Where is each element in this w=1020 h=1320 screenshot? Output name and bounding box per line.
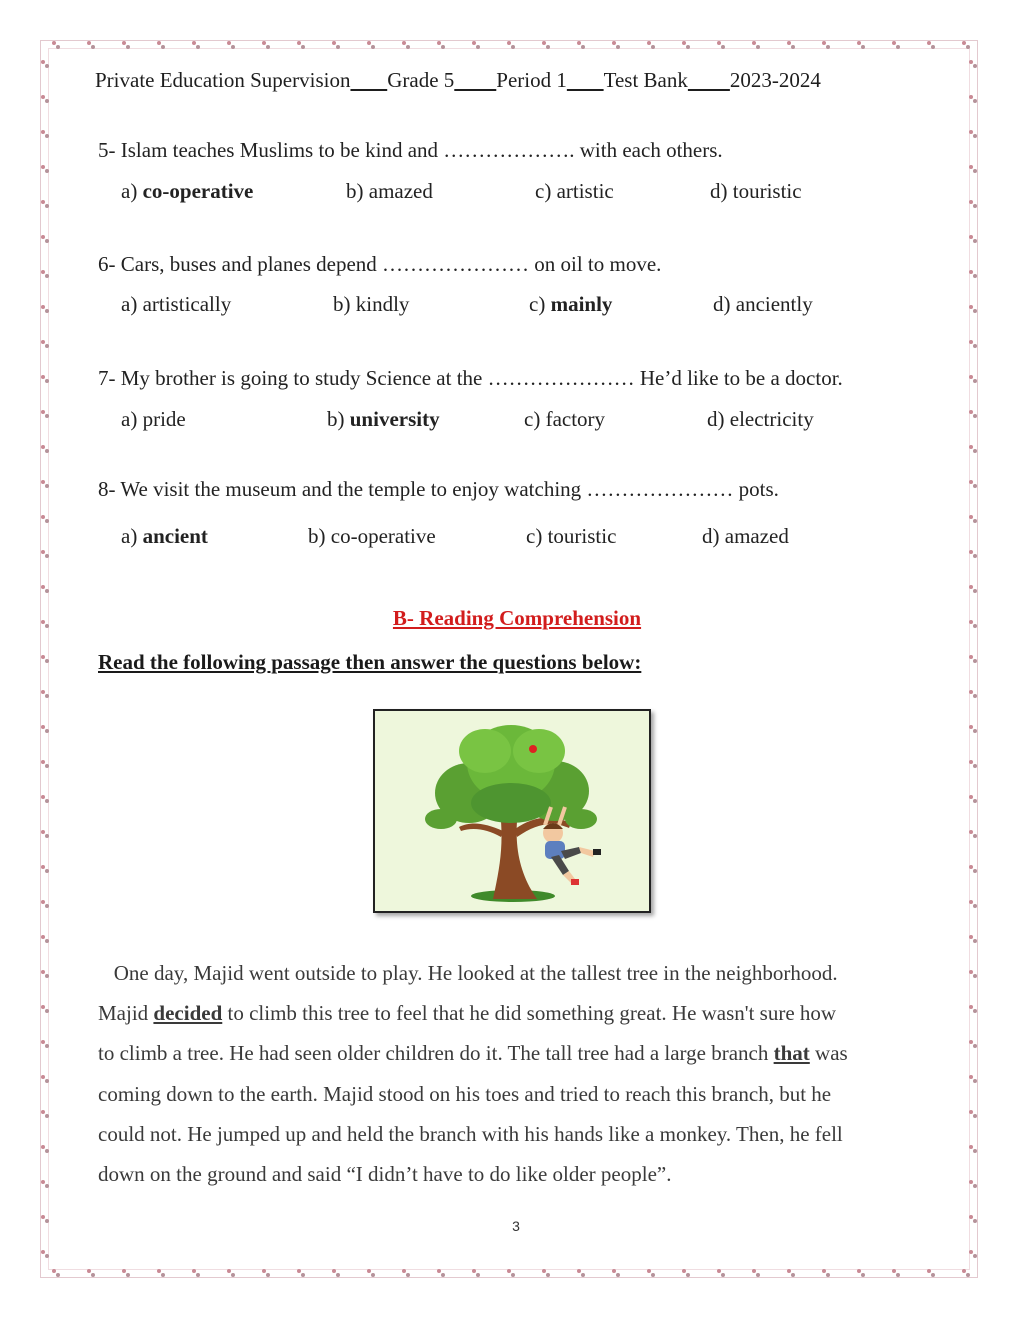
border-ornament-icon xyxy=(969,935,977,943)
option-text: amazed xyxy=(724,524,789,548)
border-ornament-icon xyxy=(41,1075,49,1083)
passage-text: to climb a tree. He had seen older children do it. The tall tree had a large branch xyxy=(98,1041,774,1066)
option-text-correct: co-operative xyxy=(142,179,254,203)
border-ornament-icon xyxy=(437,41,445,49)
border-ornament-icon xyxy=(367,41,375,49)
border-ornament-icon xyxy=(41,865,49,873)
passage-line xyxy=(98,953,934,993)
border-ornament-icon xyxy=(682,1269,690,1277)
option-letter: d) xyxy=(713,292,736,316)
option-text: anciently xyxy=(735,292,813,316)
border-ornament-icon xyxy=(41,1040,49,1048)
border-ornament-icon xyxy=(41,830,49,838)
header-type: Test Bank xyxy=(603,68,688,92)
border-ornament-icon xyxy=(969,445,977,453)
border-ornament-icon xyxy=(437,1269,445,1277)
option-text: artistically xyxy=(142,292,232,316)
option-letter: c) xyxy=(535,179,557,203)
border-ornament-icon xyxy=(41,515,49,523)
option-b[interactable] xyxy=(327,407,440,432)
option-letter: b) xyxy=(346,179,369,203)
border-ornament-icon xyxy=(969,865,977,873)
border-ornament-icon xyxy=(87,41,95,49)
option-c[interactable] xyxy=(529,292,612,317)
border-ornament-icon xyxy=(969,1145,977,1153)
option-b[interactable] xyxy=(308,524,436,549)
leaves-icon xyxy=(471,783,551,823)
option-text: touristic xyxy=(547,524,617,548)
border-ornament-icon xyxy=(577,1269,585,1277)
border-ornament-icon xyxy=(157,41,165,49)
option-text: factory xyxy=(545,407,606,431)
option-c[interactable] xyxy=(535,179,614,204)
border-ornament-icon xyxy=(612,41,620,49)
border-ornament-icon xyxy=(822,1269,830,1277)
option-letter: a) xyxy=(121,524,143,548)
option-a[interactable] xyxy=(121,407,186,432)
option-letter: a) xyxy=(121,292,143,316)
header-organization: Private Education Supervision xyxy=(95,68,351,92)
option-d[interactable] xyxy=(702,524,789,549)
border-ornament-icon xyxy=(41,550,49,558)
option-text-correct: university xyxy=(349,407,440,431)
border-ornament-icon xyxy=(41,1180,49,1188)
option-a[interactable] xyxy=(121,524,208,549)
option-text: electricity xyxy=(729,407,814,431)
option-letter: b) xyxy=(333,292,356,316)
border-ornament-icon xyxy=(612,1269,620,1277)
border-ornament-icon xyxy=(752,41,760,49)
border-ornament-icon xyxy=(969,375,977,383)
option-b[interactable] xyxy=(333,292,409,317)
border-ornament-icon xyxy=(41,270,49,278)
border-ornament-icon xyxy=(41,445,49,453)
border-ornament-icon xyxy=(969,690,977,698)
option-letter: b) xyxy=(308,524,331,548)
option-text: kindly xyxy=(355,292,410,316)
question-7: 7- My brother is going to study Science at the ………………… He’d like to be a doctor. xyxy=(98,366,843,390)
border-ornament-icon xyxy=(41,305,49,313)
border-ornament-icon xyxy=(41,760,49,768)
instructions: Read the following passage then answer the questions below: xyxy=(98,650,642,674)
border-ornament-icon xyxy=(969,200,977,208)
option-text: pride xyxy=(142,407,186,431)
passage-text: to climb this tree to feel that he did something great. He wasn't sure how xyxy=(222,1001,837,1026)
border-ornament-icon xyxy=(969,60,977,68)
border-ornament-icon xyxy=(969,1180,977,1188)
option-d[interactable] xyxy=(713,292,813,317)
border-ornament-icon xyxy=(969,970,977,978)
border-ornament-icon xyxy=(41,165,49,173)
passage-text: was xyxy=(809,1041,848,1066)
border-ornament-icon xyxy=(41,375,49,383)
border-ornament-icon xyxy=(41,1005,49,1013)
border-ornament-icon xyxy=(962,41,970,49)
border-ornament-icon xyxy=(969,1040,977,1048)
border-ornament-icon xyxy=(41,970,49,978)
tree-illustration-svg xyxy=(375,711,649,911)
border-ornament-icon xyxy=(227,41,235,49)
option-text: amazed xyxy=(368,179,433,203)
option-letter: c) xyxy=(529,292,551,316)
border-ornament-icon xyxy=(892,41,900,49)
leaves-icon xyxy=(459,729,511,773)
passage-line: coming down to the earth. Majid stood on his toes and tried to reach this branch, but he xyxy=(98,1081,832,1106)
left-branch-icon xyxy=(459,824,503,837)
border-ornament-icon xyxy=(969,585,977,593)
border-ornament-icon xyxy=(857,41,865,49)
header-grade: Grade 5 xyxy=(387,68,455,92)
border-ornament-icon xyxy=(41,690,49,698)
bird-icon xyxy=(529,745,537,753)
option-a[interactable] xyxy=(121,179,253,204)
keyword-that: that xyxy=(773,1041,810,1066)
border-ornament-icon xyxy=(962,1269,970,1277)
leaves-icon xyxy=(565,809,597,829)
keyword-decided: decided xyxy=(153,1001,223,1026)
option-letter: c) xyxy=(526,524,548,548)
border-ornament-icon xyxy=(892,1269,900,1277)
border-ornament-icon xyxy=(542,1269,550,1277)
option-letter: b) xyxy=(327,407,350,431)
border-ornament-icon xyxy=(927,41,935,49)
option-letter: a) xyxy=(121,407,143,431)
question-5: 5- Islam teaches Muslims to be kind and ………………. with each others. xyxy=(98,138,723,162)
border-ornament-icon xyxy=(647,41,655,49)
question-6: 6- Cars, buses and planes depend ………………… on oil to move. xyxy=(98,252,662,276)
border-ornament-icon xyxy=(52,41,60,49)
option-a[interactable] xyxy=(121,292,231,317)
border-ornament-icon xyxy=(41,1110,49,1118)
border-ornament-icon xyxy=(969,550,977,558)
question-6-options xyxy=(121,292,881,322)
tree-with-boy-illustration xyxy=(373,709,651,913)
border-ornament-icon xyxy=(969,1075,977,1083)
border-ornament-icon xyxy=(969,305,977,313)
border-ornament-icon xyxy=(969,95,977,103)
border-ornament-icon xyxy=(969,270,977,278)
border-ornament-icon xyxy=(41,655,49,663)
passage-line xyxy=(98,1033,934,1073)
border-ornament-icon xyxy=(41,235,49,243)
border-ornament-icon xyxy=(402,1269,410,1277)
border-ornament-icon xyxy=(402,41,410,49)
option-d[interactable] xyxy=(707,407,814,432)
option-c[interactable] xyxy=(524,407,605,432)
border-ornament-icon xyxy=(969,340,977,348)
border-ornament-icon xyxy=(41,480,49,488)
border-ornament-icon xyxy=(41,130,49,138)
border-ornament-icon xyxy=(717,1269,725,1277)
border-ornament-icon xyxy=(41,900,49,908)
border-ornament-icon xyxy=(332,1269,340,1277)
border-ornament-icon xyxy=(87,1269,95,1277)
border-ornament-icon xyxy=(157,1269,165,1277)
border-ornament-icon xyxy=(752,1269,760,1277)
border-ornament-icon xyxy=(969,655,977,663)
passage-line: down on the ground and said “I didn’t have to do like older people”. xyxy=(98,1162,672,1187)
passage-line: could not. He jumped up and held the branch with his hands like a monkey. Then, he fell xyxy=(98,1121,843,1146)
header-period: Period 1 xyxy=(496,68,567,92)
section-title: B- Reading Comprehension xyxy=(392,606,642,630)
border-ornament-icon xyxy=(41,1250,49,1258)
border-ornament-icon xyxy=(227,1269,235,1277)
question-5-options xyxy=(121,179,881,209)
option-b[interactable] xyxy=(346,179,433,204)
option-letter: d) xyxy=(710,179,733,203)
passage-text: One day, Majid went outside to play. He looked at the tallest tree in the neighborhood. xyxy=(113,961,838,985)
option-c[interactable] xyxy=(526,524,616,549)
border-ornament-icon xyxy=(52,1269,60,1277)
option-text-correct: ancient xyxy=(142,524,208,548)
border-ornament-icon xyxy=(969,1110,977,1118)
border-ornament-icon xyxy=(262,1269,270,1277)
border-ornament-icon xyxy=(969,830,977,838)
border-ornament-icon xyxy=(969,1250,977,1258)
option-text: touristic xyxy=(732,179,802,203)
option-letter: d) xyxy=(707,407,730,431)
border-ornament-icon xyxy=(472,1269,480,1277)
border-ornament-icon xyxy=(332,41,340,49)
border-ornament-icon xyxy=(472,41,480,49)
border-ornament-icon xyxy=(262,41,270,49)
option-letter: c) xyxy=(524,407,546,431)
page-header xyxy=(95,68,821,93)
border-ornament-icon xyxy=(682,41,690,49)
border-ornament-icon xyxy=(969,725,977,733)
border-ornament-icon xyxy=(122,41,130,49)
border-ornament-icon xyxy=(969,795,977,803)
border-ornament-icon xyxy=(822,41,830,49)
border-ornament-icon xyxy=(41,585,49,593)
border-ornament-icon xyxy=(969,130,977,138)
border-ornament-icon xyxy=(969,480,977,488)
border-ornament-icon xyxy=(367,1269,375,1277)
border-ornament-icon xyxy=(41,725,49,733)
border-ornament-icon xyxy=(192,41,200,49)
border-ornament-icon xyxy=(41,1145,49,1153)
option-letter: a) xyxy=(121,179,143,203)
border-ornament-icon xyxy=(192,1269,200,1277)
header-year: 2023-2024 xyxy=(729,68,821,92)
border-ornament-icon xyxy=(787,1269,795,1277)
border-ornament-icon xyxy=(647,1269,655,1277)
border-ornament-icon xyxy=(297,41,305,49)
option-text: artistic xyxy=(556,179,614,203)
border-ornament-icon xyxy=(41,340,49,348)
option-letter: d) xyxy=(702,524,725,548)
border-ornament-icon xyxy=(41,60,49,68)
question-8-options xyxy=(121,524,881,554)
question-7-options xyxy=(121,407,881,437)
border-ornament-icon xyxy=(969,165,977,173)
leaves-icon xyxy=(513,729,565,773)
option-text-correct: mainly xyxy=(550,292,613,316)
leaves-icon xyxy=(425,809,457,829)
reading-passage xyxy=(98,953,934,1194)
border-ornament-icon xyxy=(969,1005,977,1013)
border-ornament-icon xyxy=(927,1269,935,1277)
border-ornament-icon xyxy=(507,1269,515,1277)
border-ornament-icon xyxy=(717,41,725,49)
border-ornament-icon xyxy=(41,95,49,103)
border-ornament-icon xyxy=(507,41,515,49)
border-ornament-icon xyxy=(542,41,550,49)
question-8: 8- We visit the museum and the temple to enjoy watching ………………… pots. xyxy=(98,477,779,501)
passage-line xyxy=(98,993,934,1033)
border-ornament-icon xyxy=(857,1269,865,1277)
border-ornament-icon xyxy=(122,1269,130,1277)
border-ornament-icon xyxy=(969,760,977,768)
border-ornament-icon xyxy=(41,935,49,943)
border-ornament-icon xyxy=(41,200,49,208)
border-ornament-icon xyxy=(969,410,977,418)
border-ornament-icon xyxy=(969,900,977,908)
border-ornament-icon xyxy=(41,795,49,803)
border-ornament-icon xyxy=(969,235,977,243)
border-ornament-icon xyxy=(41,410,49,418)
page-number: 3 xyxy=(512,1218,520,1234)
border-ornament-icon xyxy=(969,515,977,523)
border-ornament-icon xyxy=(577,41,585,49)
border-ornament-icon xyxy=(297,1269,305,1277)
border-ornament-icon xyxy=(787,41,795,49)
option-d[interactable] xyxy=(710,179,802,204)
passage-text: Majid xyxy=(98,1001,154,1026)
option-text: co-operative xyxy=(330,524,436,548)
